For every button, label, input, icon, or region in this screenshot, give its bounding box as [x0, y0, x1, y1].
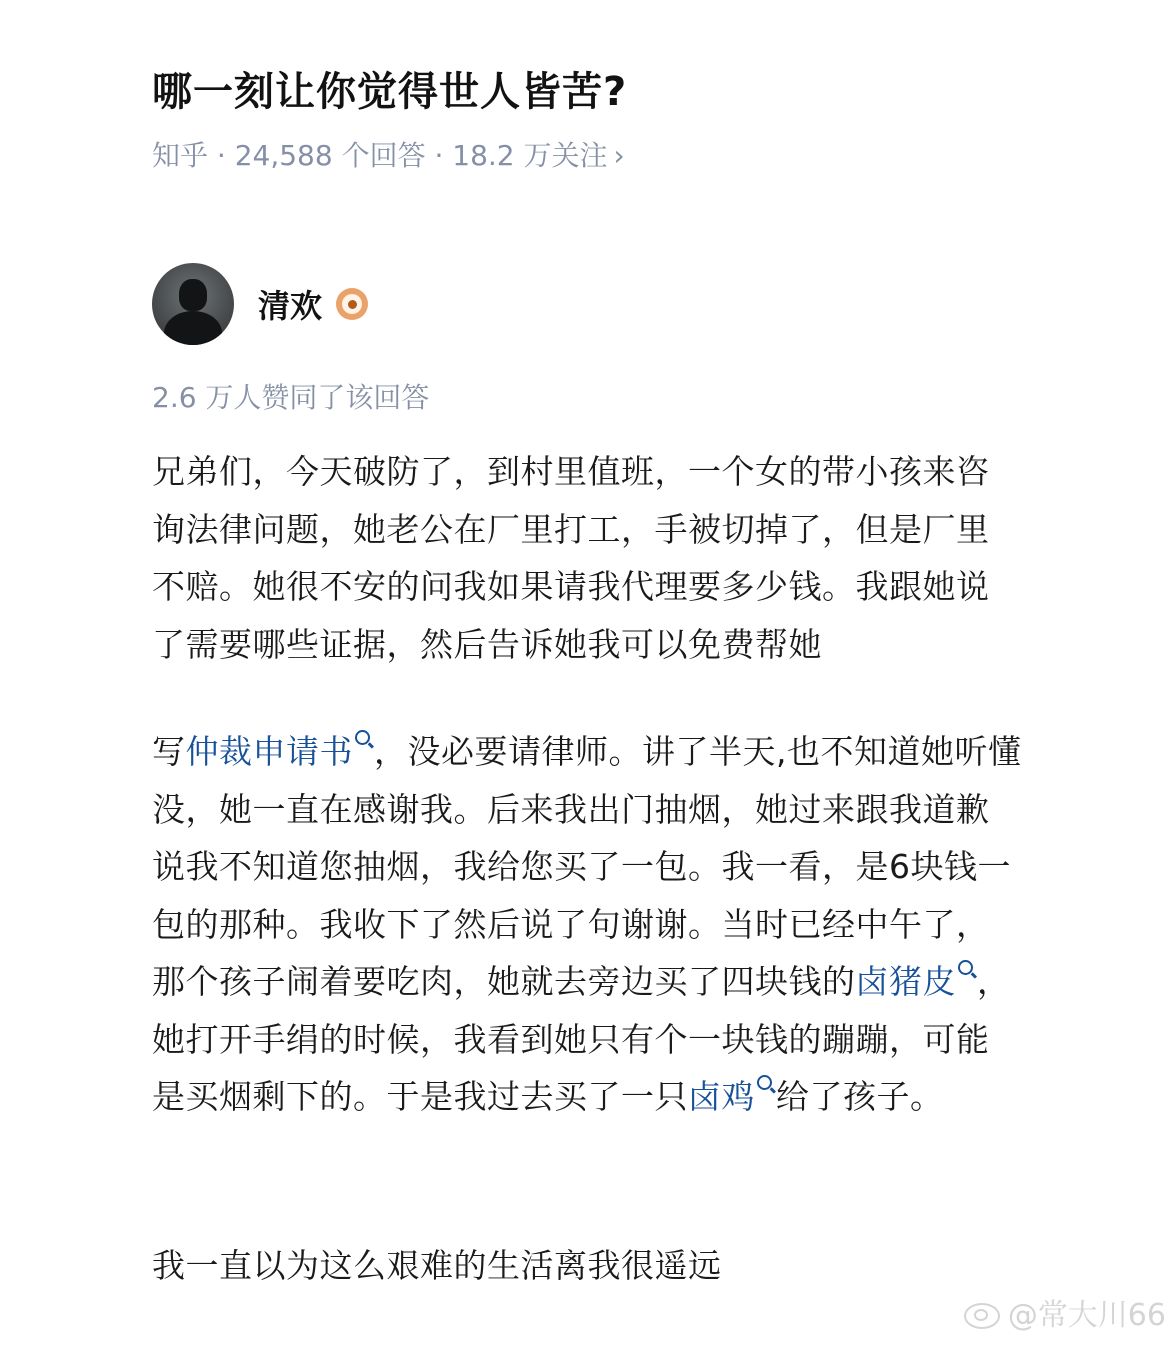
weibo-icon — [962, 1297, 1000, 1327]
search-icon[interactable] — [757, 1075, 772, 1090]
avatar[interactable] — [152, 263, 234, 345]
text-segment: ，没必要请律师。讲了半天,也不知道她听懂没，她一直在感谢我。后来我出门抽烟，她过来跟我道歉说我不知道您抽烟，我给您买了一包。我一看，是6块钱一包的那种。我收下了然后说了句谢谢。当时已经中午了，那个孩子闹着要吃肉，她就去旁边买了四块钱的 — [152, 732, 1022, 1001]
question-stats: 知乎 · 24,588 个回答 · 18.2 万关注 — [152, 139, 608, 172]
upvote-count: 2.6 万人赞同了该回答 — [152, 381, 430, 414]
answer-paragraph-3: 我一直以为这么艰难的生活离我很遥远 — [152, 1246, 722, 1285]
watermark — [962, 1290, 1166, 1334]
keyword-link-pork-skin[interactable]: 卤猪皮 — [855, 962, 956, 1001]
chevron-right-icon: › — [613, 139, 625, 172]
search-icon[interactable] — [958, 960, 973, 975]
answer-paragraph-2 — [152, 723, 1022, 1126]
search-icon[interactable] — [355, 730, 370, 745]
keyword-link-braised-chicken[interactable]: 卤鸡 — [688, 1077, 755, 1116]
author-row — [152, 262, 368, 346]
answer-paragraph-1: 兄弟们，今天破防了，到村里值班，一个女的带小孩来咨询法律问题，她老公在厂里打工，手被切掉了，但是厂里不赔。她很不安的问我如果请我代理要多少钱。我跟她说了需要哪些证据，然后告诉她我可以免费帮她 — [152, 452, 990, 664]
question-title[interactable]: 哪一刻让你觉得世人皆苦? — [152, 69, 628, 115]
question-meta[interactable] — [152, 134, 625, 174]
watermark-text: @常大川66 — [1007, 1298, 1166, 1333]
text-segment: 写 — [152, 732, 186, 771]
text-segment: ，她打开手绢的时候，我看到她只有个一块钱的蹦蹦，可能是买烟剩下的。于是我过去买了一只 — [152, 962, 1011, 1116]
text-segment: 给了孩子。 — [776, 1077, 944, 1116]
certified-badge-icon — [336, 288, 368, 320]
keyword-link-arbitration[interactable]: 仲裁申请书 — [185, 732, 353, 771]
author-name[interactable]: 清欢 — [258, 287, 323, 325]
